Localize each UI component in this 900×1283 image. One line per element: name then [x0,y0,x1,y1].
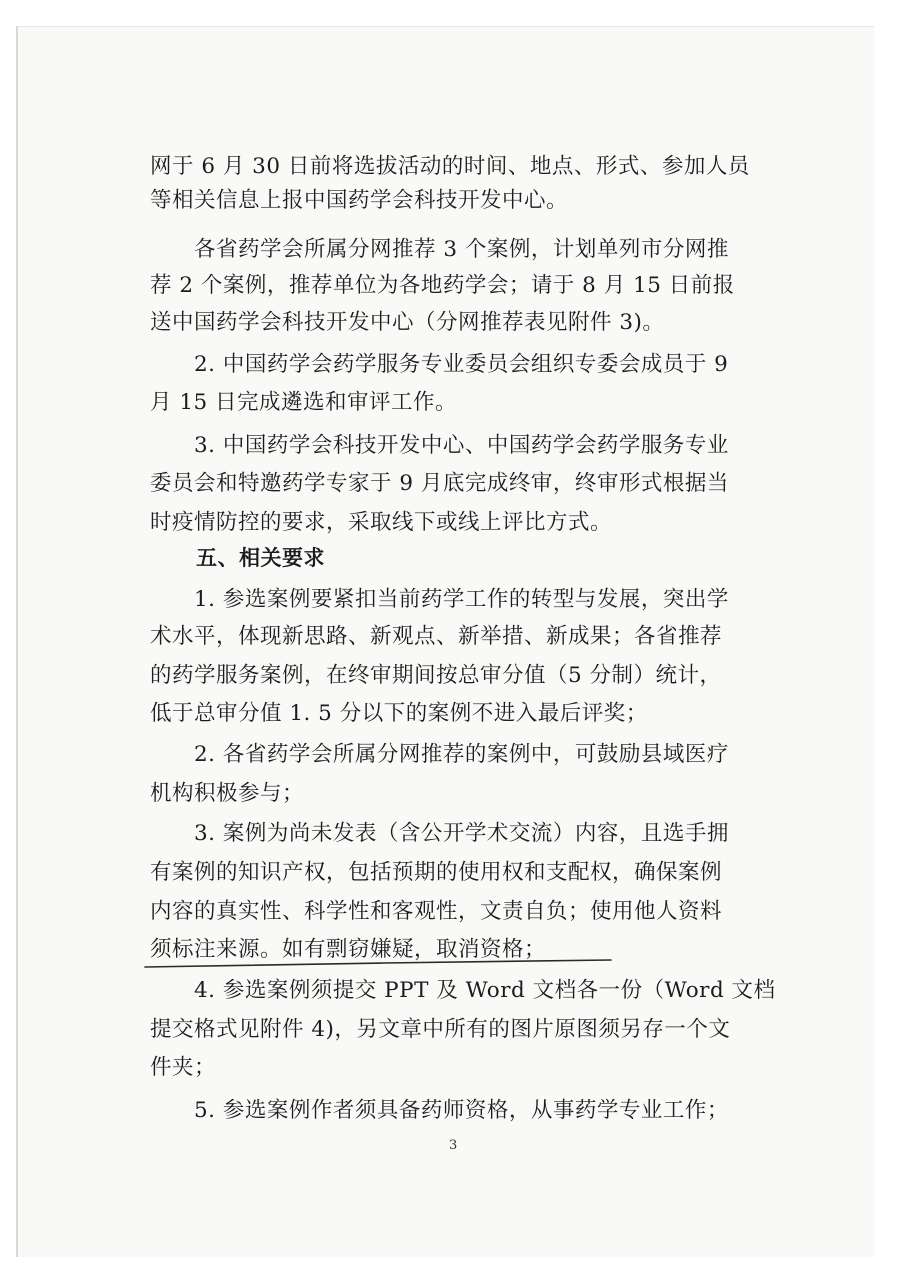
text-line: 内容的真实性、科学性和客观性，文责自负；使用他人资料 [150,899,723,924]
page-number: 3 [449,1138,458,1153]
text-line: 网于 6 月 30 日前将选拔活动的时间、地点、形式、参加人员 [150,154,750,179]
text-line: 月 15 日完成遴选和审评工作。 [150,390,458,415]
text-line: 3. 中国药学会科技开发中心、中国药学会药学服务专业 [194,433,729,458]
text-line: 等相关信息上报中国药学会科技开发中心。 [150,188,569,213]
text-line: 各省药学会所属分网推荐 3 个案例，计划单列市分网推 [194,237,729,262]
handwritten-underline [143,958,613,970]
text-line: 4. 参选案例须提交 PPT 及 Word 文档各一份（Word 文档 [194,978,776,1003]
text-line: 须标注来源。如有剽窃嫌疑，取消资格； [150,937,547,962]
text-line: 荐 2 个案例，推荐单位为各地药学会；请于 8 月 15 日前报 [150,273,735,298]
text-line: 5. 参选案例作者须具备药师资格，从事药学专业工作； [194,1098,729,1123]
section-heading: 五、相关要求 [196,546,325,570]
text-line: 3. 案例为尚未发表（含公开学术交流）内容，且选手拥 [194,821,729,846]
text-line: 提交格式见附件 4)，另文章中所有的图片原图须另存一个文 [150,1017,731,1042]
text-line: 件夹； [150,1055,217,1080]
text-line: 2. 中国药学会药学服务专业委员会组织专委会成员于 9 [194,352,729,377]
text-line: 的药学服务案例，在终审期间按总审分值（5 分制）统计， [150,663,722,688]
text-line: 低于总审分值 1. 5 分以下的案例不进入最后评奖； [150,701,648,726]
text-line: 有案例的知识产权，包括预期的使用权和支配权，确保案例 [150,860,723,885]
text-line: 术水平，体现新思路、新观点、新举措、新成果；各省推荐 [150,624,723,649]
text-line: 2. 各省药学会所属分网推荐的案例中，可鼓励县域医疗 [194,742,729,767]
text-line: 机构积极参与； [150,781,305,806]
text-line: 委员会和特邀药学专家于 9 月底完成终审，终审形式根据当 [150,471,729,496]
text-line: 时疫情防控的要求，采取线下或线上评比方式。 [150,510,613,535]
text-line: 1. 参选案例要紧扣当前药学工作的转型与发展，突出学 [194,587,729,612]
text-line: 送中国药学会科技开发中心（分网推荐表见附件 3)。 [150,310,665,335]
